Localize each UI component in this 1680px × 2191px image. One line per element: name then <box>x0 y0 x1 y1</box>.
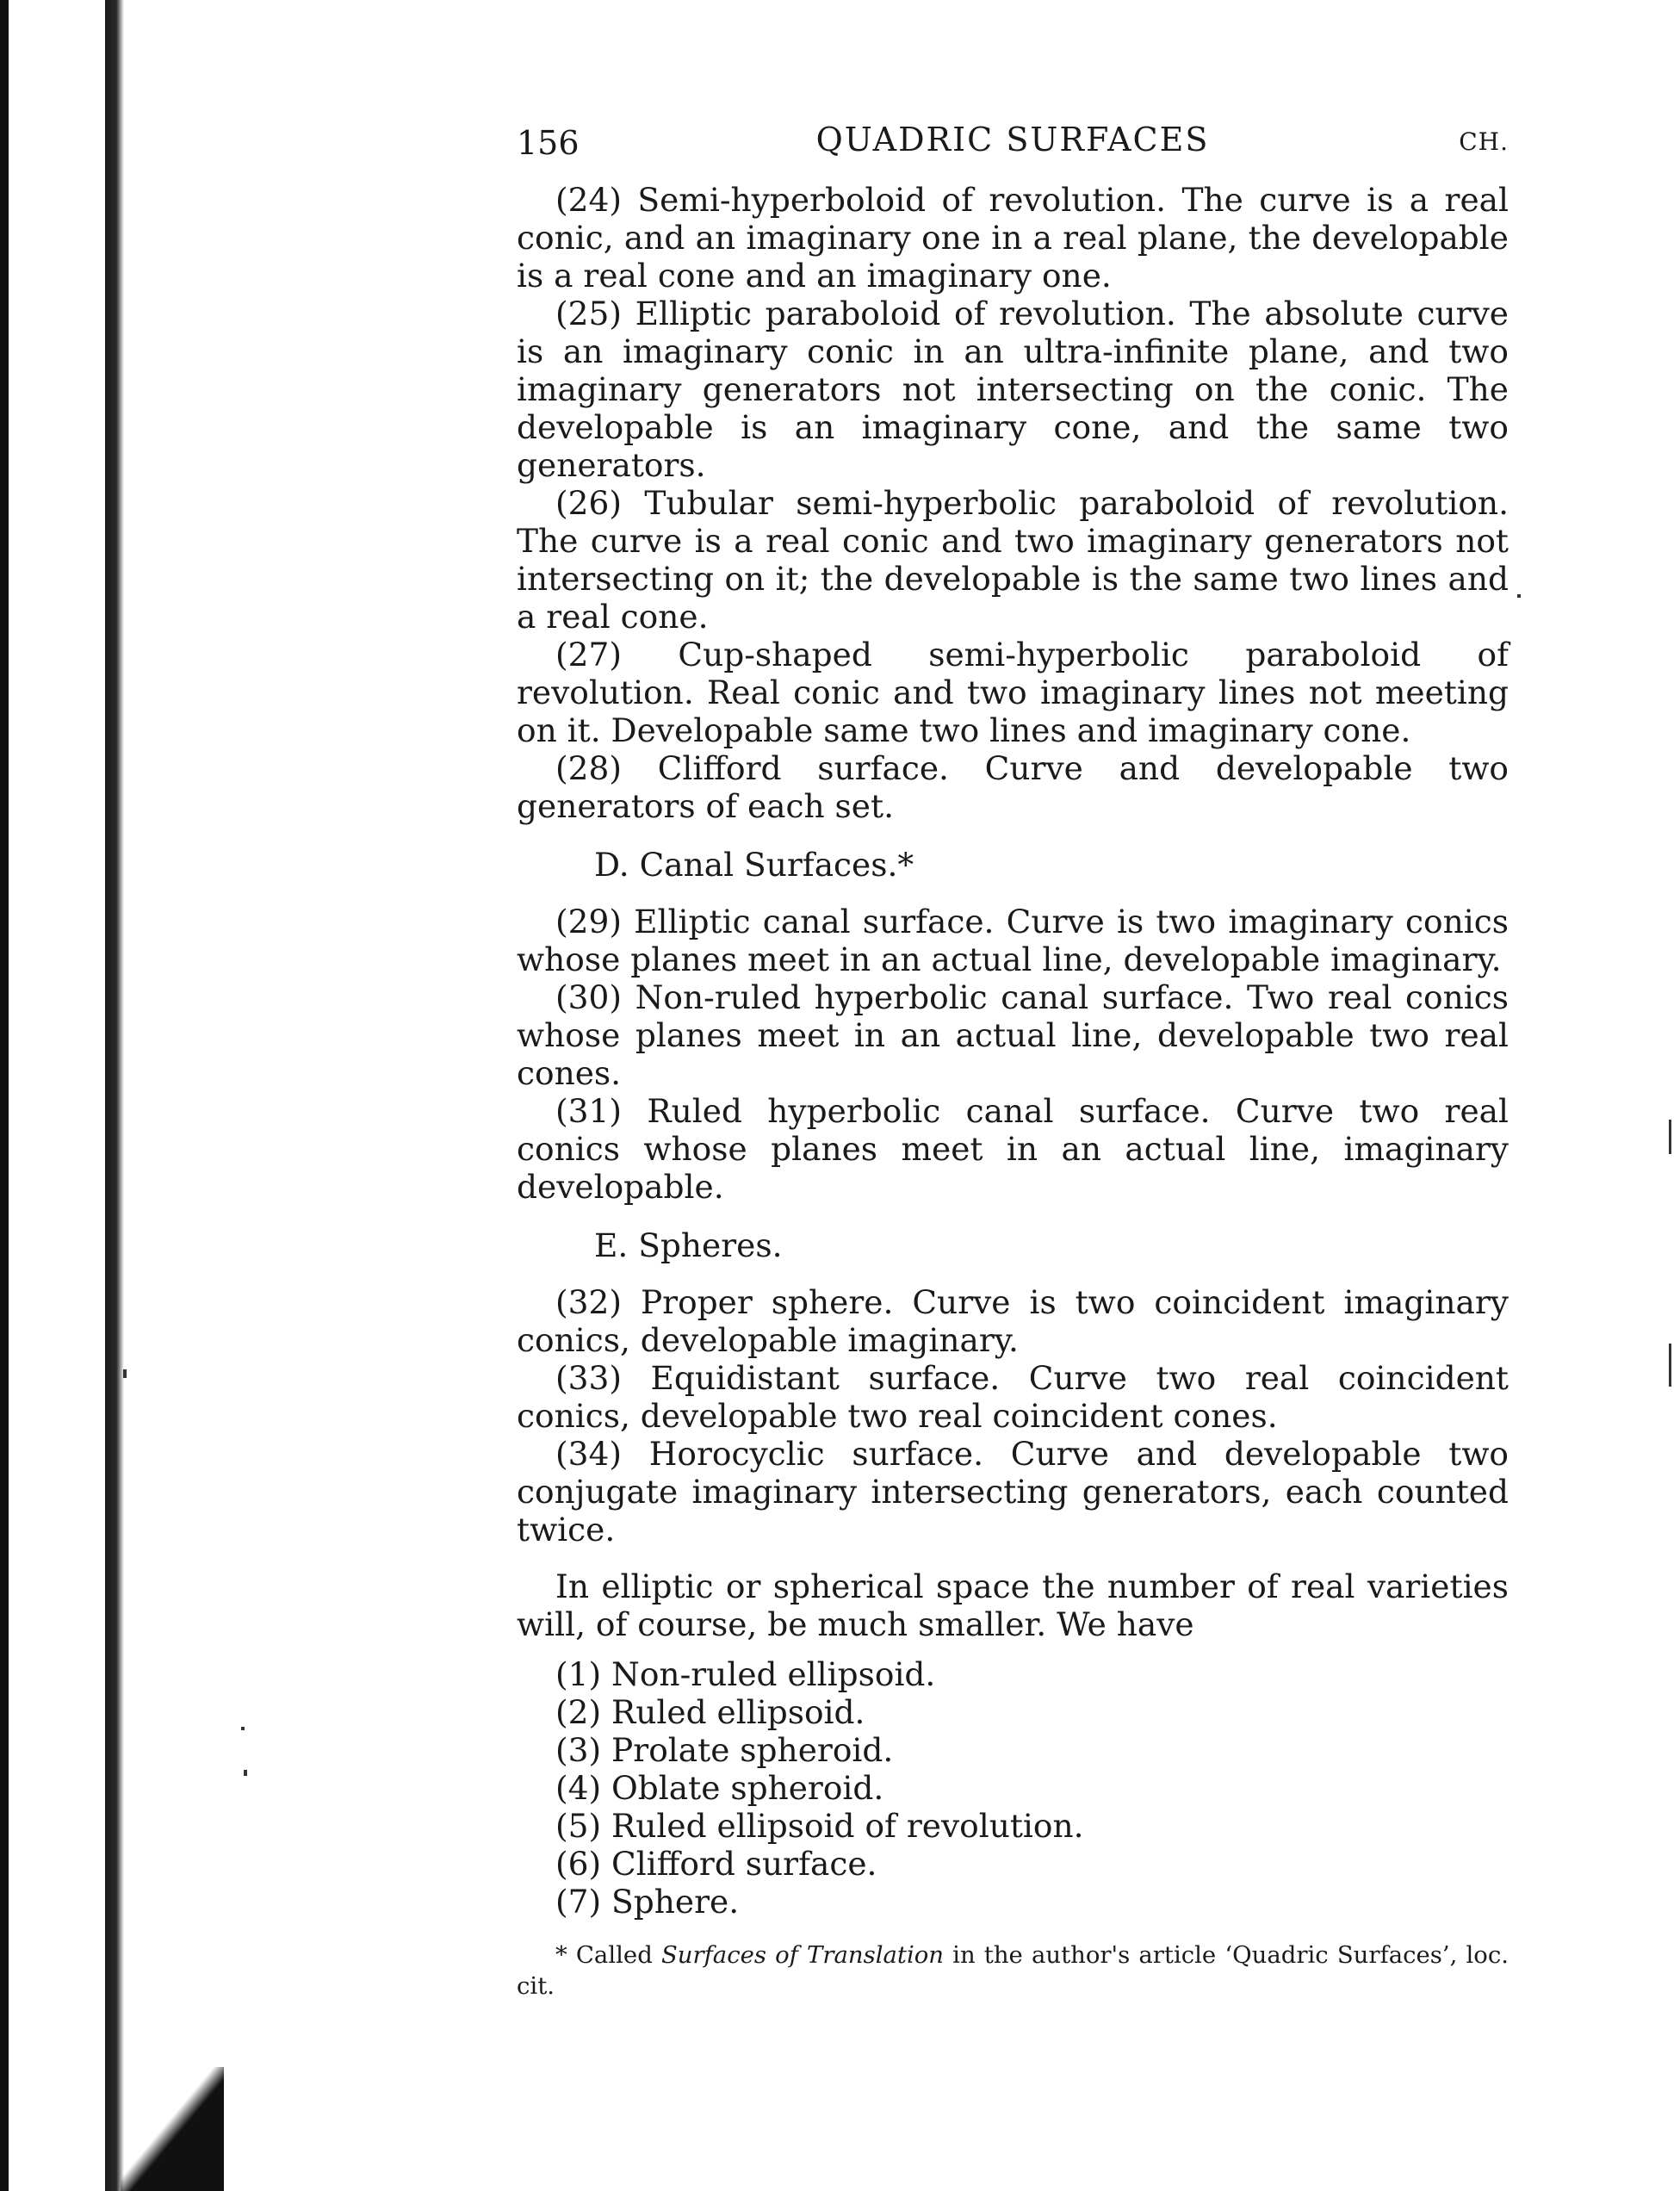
footnote-italic-title: Surfaces of Translation <box>660 1941 945 1969</box>
entry-24: (24) Semi-hyperboloid of revolution. The curve is a real conic, and an imaginary one in a real plane, the developable is a real cone and an imaginary one. <box>517 181 1509 295</box>
entry-34: (34) Horocyclic surface. Curve and developable two conjugate imaginary intersecting generators, each counted twice. <box>517 1435 1509 1549</box>
footnote <box>517 1940 1509 2002</box>
list-item: (5) Ruled ellipsoid of revolution. <box>555 1807 1084 1845</box>
entry-31: (31) Ruled hyperbolic canal surface. Curve two real conics whose planes meet in an actual line, imaginary developable. <box>517 1092 1509 1206</box>
list-item: (3) Prolate spheroid. <box>555 1731 894 1769</box>
entry-29: (29) Elliptic canal surface. Curve is two imaginary conics whose planes meet in an actual line, developable imaginary. <box>517 903 1509 978</box>
entry-28: (28) Clifford surface. Curve and developable two generators of each set. <box>517 749 1509 825</box>
book-spine-shadow <box>0 0 9 2191</box>
closing-paragraph: In elliptic or spherical space the number of real varieties will, of course, be much smaller. We have <box>517 1567 1509 1643</box>
footnote-suffix: in the author's article ‘Quadric Surfaces’, loc. cit. <box>517 1941 1509 2000</box>
section-heading-spheres: E. Spheres. <box>594 1226 783 1264</box>
page-curl-shadow <box>121 2067 224 2191</box>
entries-section-e <box>517 1283 1509 1549</box>
chapter-mark: CH. <box>1459 127 1509 156</box>
gutter-shadow <box>105 0 124 2191</box>
entries-section-d <box>517 903 1509 1206</box>
list-item: (6) Clifford surface. <box>555 1845 877 1883</box>
entry-25: (25) Elliptic paraboloid of revolution. The absolute curve is an imaginary conic in an ultra-infinite plane, and two imaginary generators not intersecting on the conic. The developable is an imaginary cone, and the same two generators. <box>517 295 1509 484</box>
entry-32: (32) Proper sphere. Curve is two coincident imaginary conics, developable imaginary. <box>517 1283 1509 1359</box>
entry-27: (27) Cup-shaped semi-hyperbolic paraboloid of revolution. Real conic and two imaginary lines not meeting on it. Developable same two lines and imaginary cone. <box>517 636 1509 749</box>
book-page <box>517 112 1509 2002</box>
list-item: (4) Oblate spheroid. <box>555 1769 884 1807</box>
list-item: (1) Non-ruled ellipsoid. <box>555 1655 936 1693</box>
section-heading-canal-surfaces: D. Canal Surfaces.* <box>594 846 914 884</box>
list-item: (2) Ruled ellipsoid. <box>555 1693 865 1731</box>
entry-30: (30) Non-ruled hyperbolic canal surface. Two real conics whose planes meet in an actual line, developable two real cones. <box>517 978 1509 1092</box>
entry-33: (33) Equidistant surface. Curve two real coincident conics, developable two real coincident cones. <box>517 1359 1509 1435</box>
elliptic-varieties-list <box>555 1655 1509 1921</box>
page-number: 156 <box>517 124 580 162</box>
list-item: (7) Sphere. <box>555 1883 740 1921</box>
entry-26: (26) Tubular semi-hyperbolic paraboloid of revolution. The curve is a real conic and two imaginary generators not intersecting on it; the developable is the same two lines and a real cone. <box>517 484 1509 636</box>
entries-section-c <box>517 181 1509 825</box>
running-header <box>517 112 1509 181</box>
running-title: QUADRIC SURFACES <box>815 121 1210 158</box>
footnote-prefix: * Called <box>555 1941 661 1969</box>
